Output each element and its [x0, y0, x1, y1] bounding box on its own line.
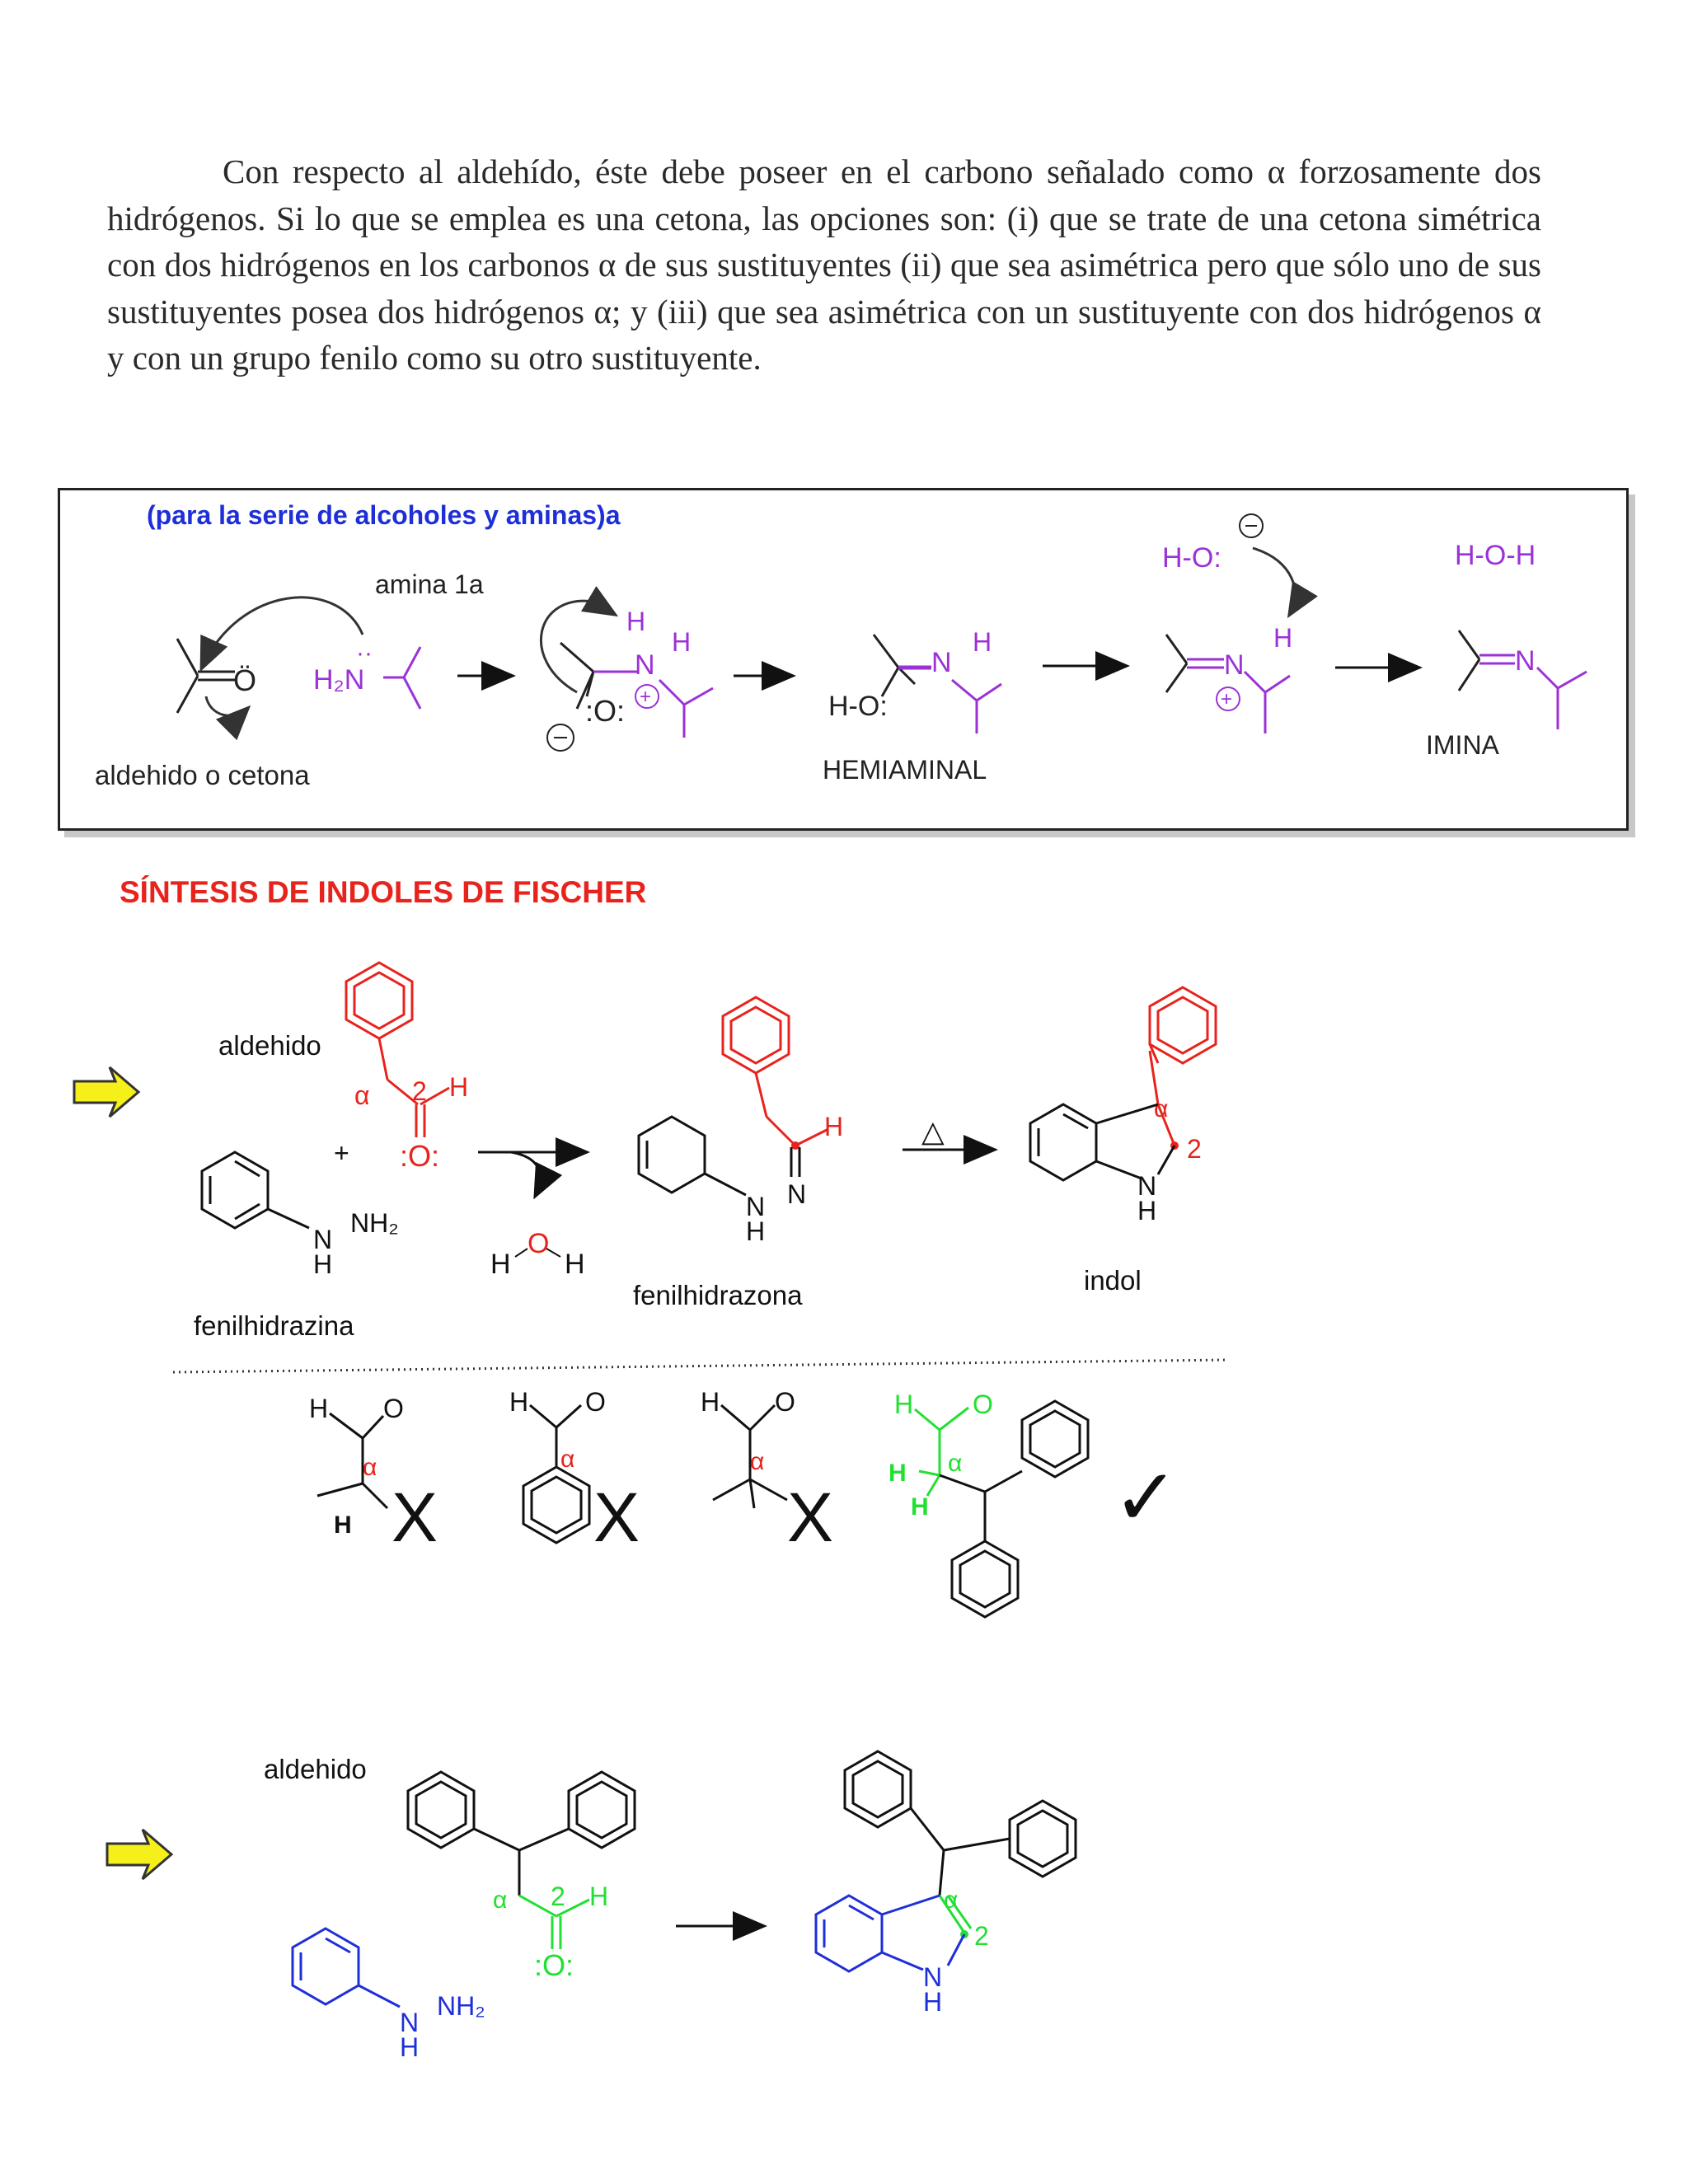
phenylhydrazine-structure	[202, 1152, 309, 1228]
intro-paragraph: Con respecto al aldehído, éste debe poseer en el carbono señalado como α forzosamente dos hidrógenos. Si lo que se emplea es una cetona, las opciones son: (i) que se trate de una cetona simétrica con dos hidrógenos en los carbonos α de sus sustituyentes (ii) que sea asimétrica pero que sólo uno de sus sustituyentes posea dos hidrógenos α; y (iii) que sea asimétrica con un sustituyente con dos hidrógenos α y con un grupo fenilo como su otro sustituyente.	[107, 152, 1541, 377]
amine-formula: H₂N	[313, 664, 365, 696]
svg-text:H: H	[490, 1249, 511, 1280]
svg-text:N: N	[313, 1225, 333, 1254]
svg-text:O: O	[973, 1390, 993, 1419]
svg-text::O:: :O:	[534, 1948, 574, 1982]
svg-text:N: N	[400, 2008, 420, 2037]
svg-text:+: +	[640, 686, 652, 708]
aldehyde-label-2: aldehido	[264, 1754, 367, 1784]
svg-text:H: H	[509, 1387, 529, 1417]
svg-text:H: H	[1273, 623, 1293, 653]
example-diphenylpropanal	[889, 1390, 1179, 1617]
aldehyde-label-1: aldehido	[218, 1030, 321, 1061]
svg-text:H: H	[973, 627, 992, 657]
svg-text:H: H	[309, 1394, 329, 1423]
amine-label: amina 1a	[375, 569, 484, 599]
svg-text:+: +	[334, 1138, 349, 1168]
alkoxide-oxygen: :O:	[585, 694, 626, 728]
indole-label: indol	[1084, 1265, 1142, 1296]
svg-text:α: α	[354, 1080, 370, 1110]
svg-text:H: H	[894, 1390, 914, 1419]
svg-text:N: N	[923, 1962, 943, 1992]
svg-text:H: H	[626, 607, 646, 636]
reject-mark-3: X	[787, 1479, 834, 1556]
svg-text:N: N	[787, 1179, 807, 1209]
svg-text:H: H	[400, 2032, 420, 2062]
svg-text:α: α	[750, 1448, 765, 1475]
product-diphenylmethyl	[845, 1751, 1076, 1896]
iminium-structure	[1166, 635, 1187, 692]
phenylacetaldehyde-structure	[346, 963, 449, 1137]
svg-text:NH₂: NH₂	[437, 1991, 485, 2021]
hemiaminal-oh: H-O:	[828, 691, 888, 722]
svg-text:2: 2	[551, 1882, 565, 1911]
svg-text:O: O	[383, 1394, 404, 1423]
separator-line	[173, 1360, 1228, 1372]
mechanism-header: (para la serie de alcoholes y aminas)a	[147, 500, 621, 530]
svg-text:α: α	[560, 1446, 575, 1473]
svg-text:α: α	[363, 1454, 377, 1481]
svg-text:H: H	[889, 1460, 907, 1487]
pointer-arrow-icon-1	[74, 1067, 138, 1117]
phenylhydrazine-label: fenilhidrazina	[194, 1310, 354, 1341]
example-pivaldehyde	[701, 1387, 833, 1556]
svg-text:H: H	[589, 1882, 609, 1911]
section-title: SÍNTESIS DE INDOLES DE FISCHER	[120, 875, 647, 909]
svg-text:H: H	[1137, 1196, 1157, 1226]
svg-text:H: H	[565, 1249, 585, 1280]
hydroxide-formula: H-O:	[1162, 542, 1221, 574]
ketone-structure	[177, 639, 235, 713]
svg-text:O: O	[585, 1387, 606, 1417]
heat-symbol: △	[921, 1114, 945, 1148]
svg-text:H: H	[449, 1072, 469, 1102]
curved-arrow-3	[541, 601, 614, 692]
svg-text:H: H	[923, 1987, 943, 2017]
svg-text:N: N	[931, 647, 952, 678]
imine-structure	[1459, 630, 1479, 691]
svg-text:2: 2	[412, 1076, 427, 1106]
imine-label: IMINA	[1426, 730, 1499, 760]
svg-text:α: α	[944, 1886, 959, 1914]
svg-text:H: H	[911, 1493, 929, 1521]
reject-mark-2: X	[593, 1479, 640, 1556]
phenylhydrazine-blue	[293, 1929, 400, 2007]
curved-arrow-1	[202, 598, 363, 668]
svg-text:N: N	[1224, 649, 1245, 681]
phenylhydrazone-phenyl	[723, 997, 828, 1146]
amine-lone-pair: ··	[356, 640, 373, 667]
svg-text:NH₂: NH₂	[350, 1208, 399, 1238]
reject-mark-1: X	[392, 1479, 438, 1556]
svg-text:N: N	[635, 649, 655, 681]
diphenylpropanal-structure	[408, 1772, 635, 1896]
example-benzaldehyde	[509, 1387, 640, 1556]
phenylhydrazone-label: fenilhidrazona	[633, 1280, 803, 1310]
svg-text:2: 2	[1187, 1134, 1202, 1164]
phenylhydrazone-structure	[639, 1117, 799, 1195]
indole-structure	[1030, 1104, 1175, 1180]
check-mark: ✓	[1113, 1454, 1179, 1542]
svg-text:O: O	[528, 1228, 550, 1259]
svg-text:O: O	[775, 1387, 795, 1417]
hemiaminal-label: HEMIAMINAL	[823, 755, 987, 785]
example-propanal	[309, 1394, 438, 1556]
svg-text:H: H	[824, 1112, 844, 1141]
svg-text:H: H	[672, 627, 692, 657]
product-indole-core	[816, 1896, 964, 1971]
amine-isopropyl	[383, 647, 420, 709]
svg-text:α: α	[948, 1450, 963, 1477]
svg-text:α: α	[493, 1886, 508, 1914]
svg-text:H: H	[334, 1511, 352, 1539]
svg-text:N: N	[1137, 1171, 1157, 1201]
svg-text:N: N	[1515, 645, 1536, 677]
svg-text:α: α	[1154, 1095, 1169, 1122]
svg-text:2: 2	[974, 1921, 989, 1951]
water-product: H-O-H	[1455, 540, 1536, 571]
svg-text:N: N	[746, 1192, 766, 1221]
start-label: aldehido o cetona	[95, 760, 310, 790]
ketone-oxygen: Ö	[233, 663, 257, 697]
carbonyl-oxygen: :O:	[400, 1139, 440, 1173]
svg-text:H: H	[746, 1216, 766, 1246]
svg-text:H: H	[313, 1249, 333, 1279]
curved-arrow-2	[206, 696, 247, 715]
svg-text:H: H	[701, 1387, 720, 1417]
svg-text:+: +	[1221, 688, 1233, 710]
pointer-arrow-icon-2	[107, 1830, 171, 1879]
